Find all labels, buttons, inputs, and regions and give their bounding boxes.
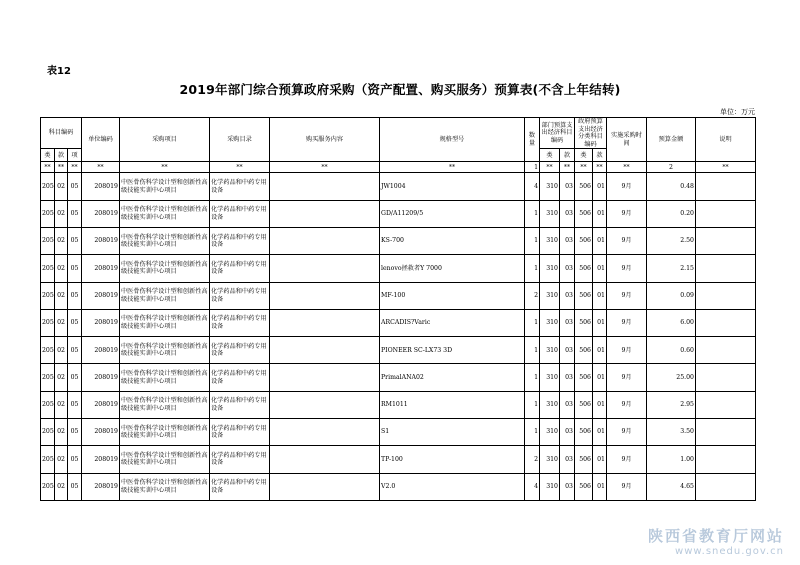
cell-unit-code: 208019	[82, 364, 120, 391]
header-time: 实施采购时间	[607, 118, 647, 162]
cell-amount: 1.00	[647, 446, 696, 473]
cell-kuan: 02	[55, 364, 68, 391]
cell-service	[270, 309, 380, 336]
header-service: 购买服务内容	[270, 118, 380, 162]
cell-note	[696, 473, 756, 500]
cell-kuan: 02	[55, 309, 68, 336]
cell-xiang: 05	[68, 337, 82, 364]
cell-catalog: 化学药品和中药专用设备	[210, 227, 270, 254]
cell-gov-kuan: 01	[593, 364, 607, 391]
cell-lei: 205	[41, 255, 55, 282]
cell-amount: 0.60	[647, 337, 696, 364]
cell-lei: 205	[41, 337, 55, 364]
table-row	[41, 446, 756, 473]
cell-qty: 1	[525, 309, 540, 336]
cell-kuan: 02	[55, 173, 68, 200]
cell-project: 中医骨伤科学设计型和创新性高级技能实训中心项目	[120, 337, 210, 364]
cell-project: 中医骨伤科学设计型和创新性高级技能实训中心项目	[120, 255, 210, 282]
cell-dept-kuan: 03	[560, 419, 575, 446]
cell-xiang: 05	[68, 200, 82, 227]
cell-gov-kuan: 01	[593, 419, 607, 446]
table-row	[41, 337, 756, 364]
cell-project: 中医骨伤科学设计型和创新性高级技能实训中心项目	[120, 309, 210, 336]
cell-dept-kuan: 03	[560, 255, 575, 282]
cell-gov-lei: 506	[575, 364, 593, 391]
cell-project: 中医骨伤科学设计型和创新性高级技能实训中心项目	[120, 227, 210, 254]
cell-service	[270, 227, 380, 254]
marker-cell: **	[41, 162, 55, 173]
cell-amount: 0.48	[647, 173, 696, 200]
cell-qty: 1	[525, 419, 540, 446]
cell-note	[696, 391, 756, 418]
cell-kuan: 02	[55, 255, 68, 282]
cell-amount: 0.09	[647, 282, 696, 309]
cell-service	[270, 473, 380, 500]
header-gov-kuan: 款	[593, 149, 607, 162]
cell-project: 中医骨伤科学设计型和创新性高级技能实训中心项目	[120, 419, 210, 446]
cell-unit-code: 208019	[82, 419, 120, 446]
cell-lei: 205	[41, 364, 55, 391]
cell-dept-kuan: 03	[560, 364, 575, 391]
cell-catalog: 化学药品和中药专用设备	[210, 446, 270, 473]
header-row-1	[41, 118, 756, 149]
marker-cell: **	[82, 162, 120, 173]
document-title: 2019年部门综合预算政府采购（资产配置、购买服务）预算表(不含上年结转)	[179, 82, 621, 97]
cell-unit-code: 208019	[82, 255, 120, 282]
header-subject-code: 科目编码	[41, 118, 82, 149]
cell-xiang: 05	[68, 309, 82, 336]
cell-kuan: 02	[55, 446, 68, 473]
cell-dept-kuan: 03	[560, 200, 575, 227]
cell-project: 中医骨伤科学设计型和创新性高级技能实训中心项目	[120, 473, 210, 500]
table-row	[41, 419, 756, 446]
cell-lei: 205	[41, 309, 55, 336]
header-dept-lei: 类	[540, 149, 560, 162]
cell-lei: 205	[41, 200, 55, 227]
cell-dept-lei: 310	[540, 227, 560, 254]
table-row	[41, 200, 756, 227]
cell-time: 9月	[607, 200, 647, 227]
cell-catalog: 化学药品和中药专用设备	[210, 282, 270, 309]
cell-note	[696, 419, 756, 446]
header-spec: 规格型号	[380, 118, 525, 162]
cell-catalog: 化学药品和中药专用设备	[210, 364, 270, 391]
cell-gov-lei: 506	[575, 337, 593, 364]
cell-time: 9月	[607, 473, 647, 500]
cell-service	[270, 173, 380, 200]
header-note: 说明	[696, 118, 756, 162]
cell-time: 9月	[607, 282, 647, 309]
cell-lei: 205	[41, 473, 55, 500]
table-row	[41, 255, 756, 282]
cell-gov-lei: 506	[575, 391, 593, 418]
cell-spec: S1	[380, 419, 525, 446]
cell-kuan: 02	[55, 200, 68, 227]
cell-project: 中医骨伤科学设计型和创新性高级技能实训中心项目	[120, 200, 210, 227]
cell-time: 9月	[607, 391, 647, 418]
cell-note	[696, 309, 756, 336]
cell-gov-kuan: 01	[593, 473, 607, 500]
cell-unit-code: 208019	[82, 309, 120, 336]
cell-amount: 2.50	[647, 227, 696, 254]
cell-time: 9月	[607, 364, 647, 391]
cell-kuan: 02	[55, 337, 68, 364]
cell-gov-kuan: 01	[593, 200, 607, 227]
marker-row	[41, 162, 756, 173]
cell-gov-lei: 506	[575, 446, 593, 473]
marker-cell: 2	[647, 162, 696, 173]
cell-gov-lei: 506	[575, 473, 593, 500]
cell-time: 9月	[607, 337, 647, 364]
table-row	[41, 391, 756, 418]
cell-dept-kuan: 03	[560, 282, 575, 309]
cell-dept-lei: 310	[540, 419, 560, 446]
marker-cell: **	[210, 162, 270, 173]
marker-cell: **	[593, 162, 607, 173]
cell-catalog: 化学药品和中药专用设备	[210, 419, 270, 446]
cell-gov-kuan: 01	[593, 282, 607, 309]
table-label: 表12	[47, 66, 71, 77]
cell-kuan: 02	[55, 391, 68, 418]
cell-lei: 205	[41, 419, 55, 446]
cell-qty: 1	[525, 364, 540, 391]
cell-spec: RM1011	[380, 391, 525, 418]
cell-dept-kuan: 03	[560, 473, 575, 500]
cell-qty: 4	[525, 473, 540, 500]
header-gov-code: 政府预算支出经济分类科目编码	[575, 118, 607, 149]
cell-note	[696, 282, 756, 309]
header-dept-code: 部门预算支出经济科目编码	[540, 118, 575, 149]
cell-xiang: 05	[68, 473, 82, 500]
cell-note	[696, 200, 756, 227]
cell-dept-lei: 310	[540, 391, 560, 418]
cell-spec: TP-100	[380, 446, 525, 473]
marker-cell: **	[607, 162, 647, 173]
table-row	[41, 309, 756, 336]
cell-qty: 1	[525, 337, 540, 364]
cell-time: 9月	[607, 309, 647, 336]
cell-note	[696, 446, 756, 473]
header-amount: 预算金额	[647, 118, 696, 162]
table-row	[41, 173, 756, 200]
cell-unit-code: 208019	[82, 337, 120, 364]
unit-label: 单位：万元	[720, 108, 755, 116]
cell-xiang: 05	[68, 419, 82, 446]
cell-time: 9月	[607, 419, 647, 446]
table-row	[41, 227, 756, 254]
cell-dept-kuan: 03	[560, 227, 575, 254]
cell-unit-code: 208019	[82, 391, 120, 418]
cell-xiang: 05	[68, 282, 82, 309]
cell-unit-code: 208019	[82, 473, 120, 500]
cell-lei: 205	[41, 446, 55, 473]
cell-catalog: 化学药品和中药专用设备	[210, 309, 270, 336]
cell-dept-lei: 310	[540, 255, 560, 282]
cell-gov-kuan: 01	[593, 309, 607, 336]
cell-catalog: 化学药品和中药专用设备	[210, 255, 270, 282]
cell-project: 中医骨伤科学设计型和创新性高级技能实训中心项目	[120, 446, 210, 473]
cell-service	[270, 200, 380, 227]
marker-cell: **	[380, 162, 525, 173]
watermark-url: www.snedu.gov.cn	[675, 546, 784, 557]
cell-qty: 1	[525, 255, 540, 282]
cell-unit-code: 208019	[82, 282, 120, 309]
cell-kuan: 02	[55, 419, 68, 446]
marker-cell: **	[560, 162, 575, 173]
cell-spec: ARCADIS?Varic	[380, 309, 525, 336]
cell-catalog: 化学药品和中药专用设备	[210, 200, 270, 227]
cell-gov-lei: 506	[575, 200, 593, 227]
cell-note	[696, 364, 756, 391]
header-project: 采购项目	[120, 118, 210, 162]
cell-service	[270, 282, 380, 309]
cell-catalog: 化学药品和中药专用设备	[210, 391, 270, 418]
cell-xiang: 05	[68, 446, 82, 473]
cell-service	[270, 337, 380, 364]
cell-dept-kuan: 03	[560, 337, 575, 364]
cell-project: 中医骨伤科学设计型和创新性高级技能实训中心项目	[120, 282, 210, 309]
cell-note	[696, 255, 756, 282]
cell-service	[270, 391, 380, 418]
header-xiang: 项	[68, 149, 82, 162]
cell-dept-lei: 310	[540, 337, 560, 364]
table-row	[41, 473, 756, 500]
cell-lei: 205	[41, 282, 55, 309]
cell-spec: lenovo拯救者Y 7000	[380, 255, 525, 282]
cell-time: 9月	[607, 446, 647, 473]
cell-gov-kuan: 01	[593, 255, 607, 282]
cell-time: 9月	[607, 173, 647, 200]
cell-spec: KS-700	[380, 227, 525, 254]
header-unit-code: 单位编码	[82, 118, 120, 162]
cell-unit-code: 208019	[82, 173, 120, 200]
cell-qty: 2	[525, 446, 540, 473]
cell-note	[696, 173, 756, 200]
cell-amount: 0.20	[647, 200, 696, 227]
cell-amount: 4.65	[647, 473, 696, 500]
cell-catalog: 化学药品和中药专用设备	[210, 473, 270, 500]
cell-kuan: 02	[55, 473, 68, 500]
header-gov-lei: 类	[575, 149, 593, 162]
cell-time: 9月	[607, 227, 647, 254]
cell-spec: V2.0	[380, 473, 525, 500]
header-qty: 数量	[525, 118, 540, 162]
cell-gov-kuan: 01	[593, 337, 607, 364]
cell-dept-lei: 310	[540, 173, 560, 200]
cell-dept-lei: 310	[540, 473, 560, 500]
cell-xiang: 05	[68, 364, 82, 391]
watermark	[648, 525, 784, 557]
procurement-table	[40, 117, 756, 501]
cell-gov-kuan: 01	[593, 173, 607, 200]
cell-spec: PrimalANA02	[380, 364, 525, 391]
cell-qty: 1	[525, 391, 540, 418]
cell-service	[270, 446, 380, 473]
cell-project: 中医骨伤科学设计型和创新性高级技能实训中心项目	[120, 391, 210, 418]
marker-cell: **	[540, 162, 560, 173]
marker-cell: **	[120, 162, 210, 173]
cell-qty: 1	[525, 227, 540, 254]
cell-gov-kuan: 01	[593, 391, 607, 418]
cell-amount: 25.00	[647, 364, 696, 391]
cell-kuan: 02	[55, 227, 68, 254]
cell-kuan: 02	[55, 282, 68, 309]
cell-unit-code: 208019	[82, 446, 120, 473]
cell-dept-lei: 310	[540, 200, 560, 227]
cell-amount: 2.95	[647, 391, 696, 418]
cell-spec: MF-100	[380, 282, 525, 309]
cell-xiang: 05	[68, 173, 82, 200]
cell-time: 9月	[607, 255, 647, 282]
cell-dept-lei: 310	[540, 282, 560, 309]
cell-dept-lei: 310	[540, 364, 560, 391]
cell-qty: 4	[525, 173, 540, 200]
cell-xiang: 05	[68, 391, 82, 418]
marker-cell: **	[696, 162, 756, 173]
cell-lei: 205	[41, 173, 55, 200]
cell-dept-kuan: 03	[560, 309, 575, 336]
cell-amount: 6.00	[647, 309, 696, 336]
header-catalog: 采购目录	[210, 118, 270, 162]
cell-amount: 2.15	[647, 255, 696, 282]
cell-service	[270, 419, 380, 446]
cell-unit-code: 208019	[82, 227, 120, 254]
cell-service	[270, 364, 380, 391]
cell-project: 中医骨伤科学设计型和创新性高级技能实训中心项目	[120, 173, 210, 200]
cell-gov-lei: 506	[575, 282, 593, 309]
marker-cell: 1	[525, 162, 540, 173]
cell-unit-code: 208019	[82, 200, 120, 227]
cell-gov-lei: 506	[575, 227, 593, 254]
header-kuan: 款	[55, 149, 68, 162]
table-row	[41, 364, 756, 391]
cell-lei: 205	[41, 391, 55, 418]
cell-qty: 2	[525, 282, 540, 309]
cell-gov-kuan: 01	[593, 446, 607, 473]
cell-catalog: 化学药品和中药专用设备	[210, 337, 270, 364]
marker-cell: **	[270, 162, 380, 173]
cell-xiang: 05	[68, 255, 82, 282]
cell-xiang: 05	[68, 227, 82, 254]
cell-amount: 3.50	[647, 419, 696, 446]
cell-gov-lei: 506	[575, 419, 593, 446]
cell-dept-lei: 310	[540, 446, 560, 473]
cell-spec: JW1004	[380, 173, 525, 200]
cell-gov-lei: 506	[575, 255, 593, 282]
cell-gov-kuan: 01	[593, 227, 607, 254]
marker-cell: **	[68, 162, 82, 173]
marker-cell: **	[575, 162, 593, 173]
marker-cell: **	[55, 162, 68, 173]
cell-gov-lei: 506	[575, 173, 593, 200]
cell-spec: GD/A11209/5	[380, 200, 525, 227]
cell-dept-kuan: 03	[560, 391, 575, 418]
cell-spec: PIONEER SC-LX73 3D	[380, 337, 525, 364]
cell-dept-lei: 310	[540, 309, 560, 336]
cell-dept-kuan: 03	[560, 173, 575, 200]
watermark-site-name: 陕西省教育厅网站	[647, 527, 784, 545]
cell-service	[270, 255, 380, 282]
cell-gov-lei: 506	[575, 309, 593, 336]
table-row	[41, 282, 756, 309]
cell-project: 中医骨伤科学设计型和创新性高级技能实训中心项目	[120, 364, 210, 391]
header-dept-kuan: 款	[560, 149, 575, 162]
cell-catalog: 化学药品和中药专用设备	[210, 173, 270, 200]
cell-note	[696, 227, 756, 254]
cell-note	[696, 337, 756, 364]
cell-lei: 205	[41, 227, 55, 254]
cell-qty: 1	[525, 200, 540, 227]
header-lei: 类	[41, 149, 55, 162]
cell-dept-kuan: 03	[560, 446, 575, 473]
